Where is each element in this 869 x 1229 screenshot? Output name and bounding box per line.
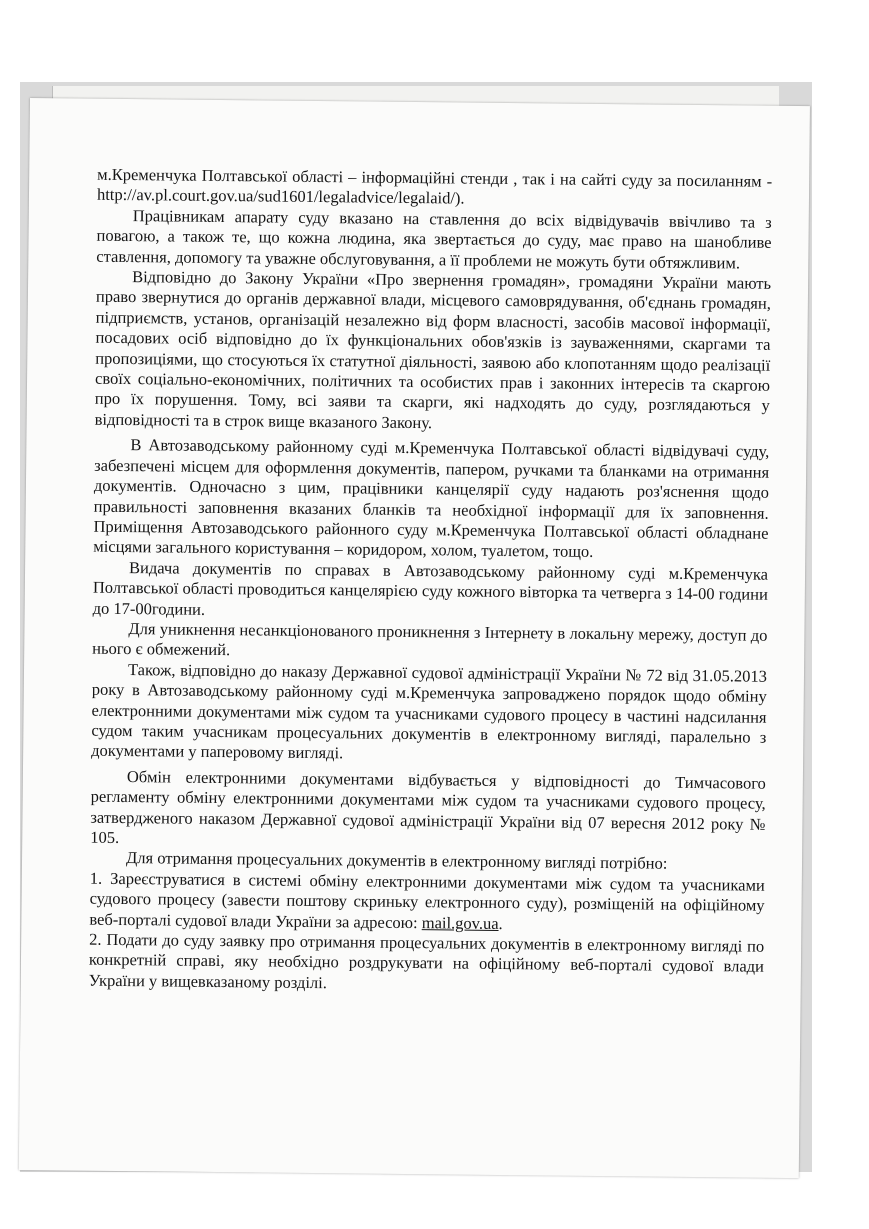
paragraph-1: м.Кременчука Полтавської області – інформаційні стенди , так і на сайті суду за посиланням - http://av.pl.court.gov.ua/sud1601/legaladvice/legalaid/).	[96, 164, 773, 208]
paragraph-document-issuance: Видача документів по справах в Автозаводському районному суді м.Кременчука Полтавської області проводиться канцелярією суду кожного вівторка та четверга з 14-00 години до 17-00години.	[92, 557, 769, 619]
paragraph-internet-restriction: Для уникнення несанкціонованого проникнення з Інтернету в локальну мережу, доступ до нього є обмежений.	[92, 618, 768, 660]
document-page	[19, 98, 810, 1178]
step-1-period: .	[498, 913, 503, 933]
paragraph-requirements-intro: Для отримання процесуальних документів в електронному вигляді потрібно:	[125, 848, 668, 874]
paragraph-exchange-regulation: Обмін електронними документами відбувається у відповідності до Тимчасового регламенту обміну електронними документами між судом та учасниками судового процесу, затвердженого наказом Державної судової адміністрації України від 07 вересня 2012 року № 105.	[90, 766, 766, 847]
paragraph-step-2: 2. Подати до суду заявку про отримання процесуальних документів в електронному вигляді по конкретній справі, яку необхідно роздрукувати на офіційному веб-порталі судової влади України у вищевказаному розділі.	[88, 929, 765, 993]
paragraph-step-1	[89, 868, 765, 936]
paragraph-visitor-facilities: В Автозаводському районному суді м.Кременчука Полтавської області відвідувачі суду, забезпечені місцем для оформлення документів, папером, ручками та бланками на отримання документів. Одночасно з цим, працівники канцелярії суду надають роз'яснення щодо правильності заповнення вказаних бланків та необхідної інформації для їх заповнення. Приміщення Автозаводського районного суду м.Кременчука Полтавської області обладнане місцями загального користування – коридором, холом, туалетом, тощо.	[93, 435, 770, 562]
paragraph-electronic-exchange-order: Також, відповідно до наказу Державної судової адміністрації України № 72 від 31.05.2013 року в Автозаводському районному суді м.Кременчука запроваджено порядок щодо обміну електронними документами між судом та учасниками судового процесу в частині надсилання судом таким учасникам процесуальних документів в електронному вигляді, паралельно з документами у паперовому вигляді.	[91, 659, 768, 763]
document-body	[89, 165, 773, 998]
paragraph-citizens-appeals-law: Відповідно до Закону України «Про звернення громадян», громадяни України мають право звернутися до органів державної влади, місцевого самоврядування, об'єднань громадян, підприємств, установ, організацій незалежно від форм власності, засобів масової інформації, посадових осіб відповідно до їх функціональних обов'язків із зауваженнями, скаргами та пропозиціями, що стосуються їх статутної діяльності, заявою або клопотанням щодо реалізації своїх соціально-економічних, політичних та особистих прав і законних інтересів та скаргою про їх порушення. Тому, всі заяви та скарги, які надходять до суду, розглядаються у відповідності та в строк вище вказаного Закону.	[94, 267, 772, 433]
step-1-text: 1. Зареєструватися в системі обміну електронними документами між судом та учасниками судового процесу (завести поштову скриньку електронного суду), розміщеній на офіційному веб-порталі судової влади України за адресою:	[89, 868, 765, 932]
paragraph-staff-courtesy: Працівникам апарату суду вказано на ставлення до всіх відвідувачів ввічливо та з повагою, а також те, що кожна людина, яка звертається до суду, має право на шанобливе ставлення, допомогу та уважне обслуговування, а її проблеми не можуть бути обтяжливим.	[96, 205, 772, 273]
mail-gov-ua-link[interactable]: mail.gov.ua	[421, 912, 499, 933]
